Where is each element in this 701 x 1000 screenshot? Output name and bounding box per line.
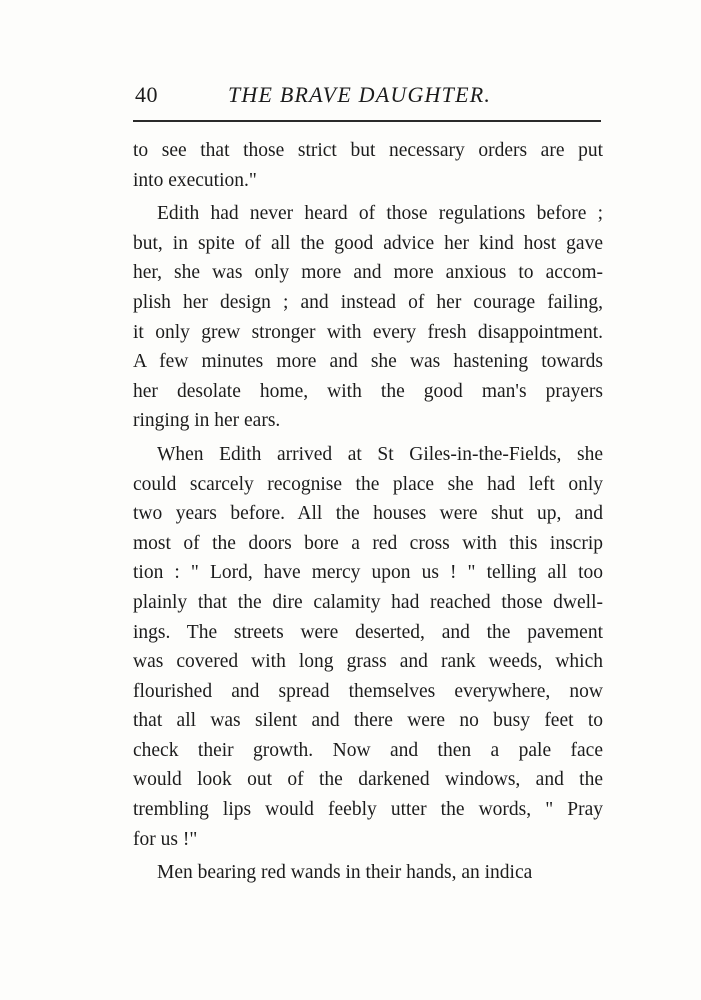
text-line: trembling lips would feebly utter the words, " Pray [133,799,603,821]
text-line: plish her design ; and instead of her courage failing, [133,291,603,313]
body-text [133,136,603,888]
text-line: Edith had never heard of those regulations before ; [157,203,603,225]
paragraph [133,440,603,854]
text-line: but, in spite of all the good advice her kind host gave [133,232,603,254]
text-line: two years before. All the houses were shut up, and [133,503,603,525]
text-line: into execution." [133,169,257,191]
paragraph [133,858,603,888]
text-line: plainly that the dire calamity had reached those dwell- [133,591,603,613]
text-line: was covered with long grass and rank weeds, which [133,651,603,673]
text-line: ings. The streets were deserted, and the pavement [133,621,603,643]
page-number: 40 [135,82,158,107]
text-line: her, she was only more and more anxious to accom- [133,262,603,284]
text-line: Men bearing red wands in their hands, an indica [157,862,533,884]
text-line: it only grew stronger with every fresh disappointment. [133,321,603,343]
page-header [133,78,601,112]
text-line: When Edith arrived at St Giles-in-the-Fields, she [157,443,603,465]
running-title: THE BRAVE DAUGHTER. [228,82,492,107]
text-line: check their growth. Now and then a pale face [133,739,603,761]
text-line: ringing in her ears. [133,410,281,432]
paragraph [133,199,603,436]
text-line: most of the doors bore a red cross with this inscrip [133,532,603,554]
text-line: could scarcely recognise the place she had left only [133,473,603,495]
text-line: for us !" [133,828,198,850]
text-line: to see that those strict but necessary orders are put [133,140,603,161]
text-line: that all was silent and there were no busy feet to [133,710,603,732]
text-line: would look out of the darkened windows, and the [133,769,603,791]
text-line: her desolate home, with the good man's prayers [133,380,603,402]
text-line: A few minutes more and she was hastening towards [133,351,603,373]
paragraph [133,136,603,195]
text-line: flourished and spread themselves everywhere, now [133,680,603,702]
header-rule [133,120,601,122]
text-line: tion : " Lord, have mercy upon us ! " telling all too [133,562,603,584]
